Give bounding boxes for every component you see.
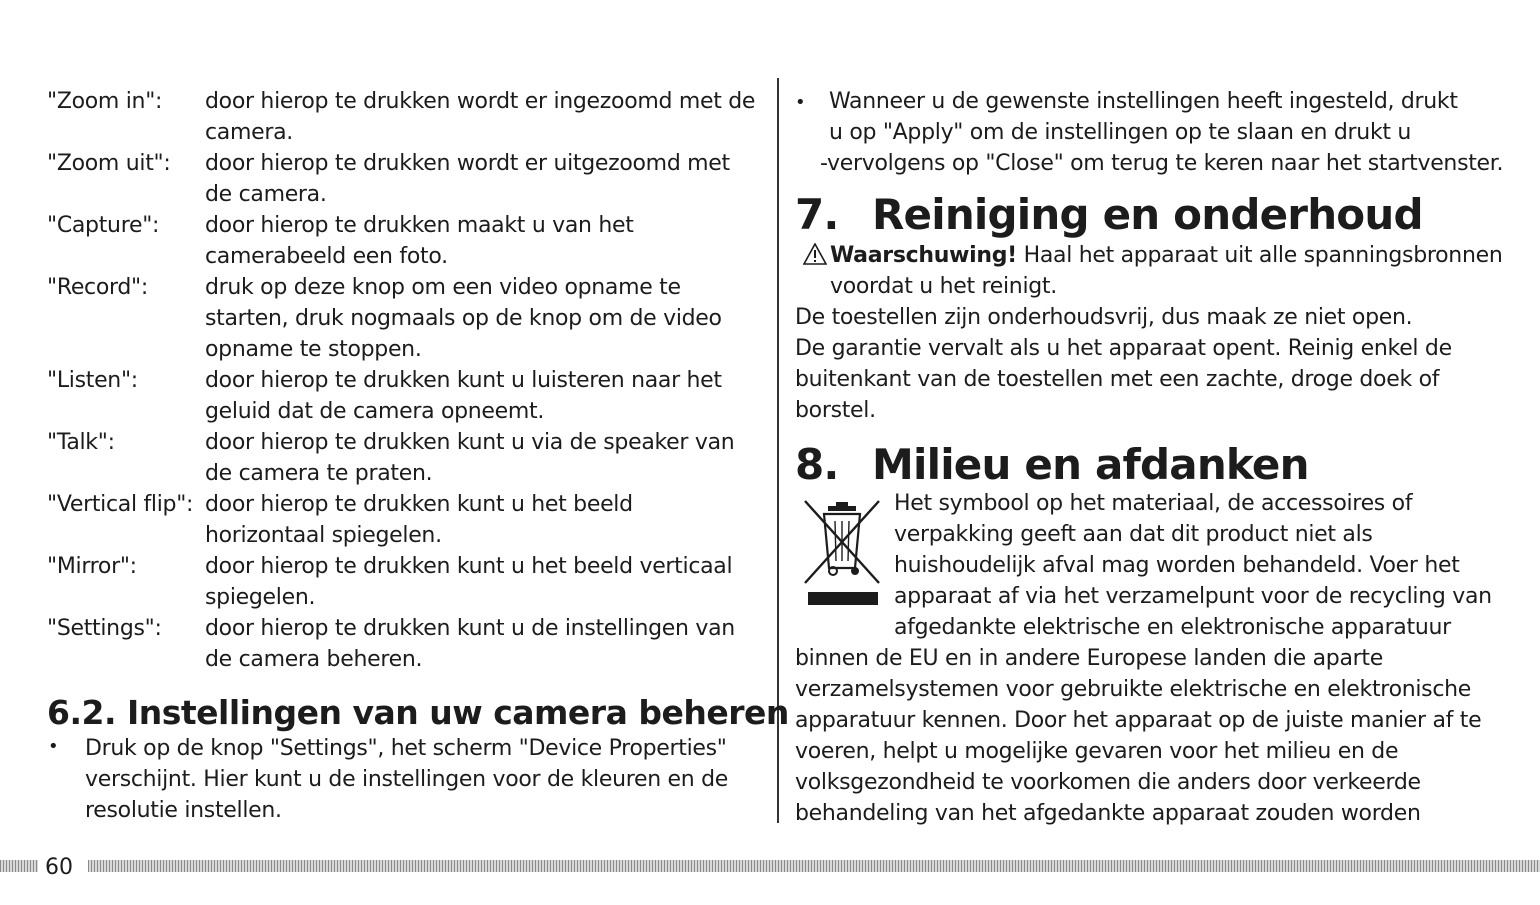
text-line: huishoudelijk afval mag worden behandeld. Voer het: [894, 553, 1460, 578]
section-8-symbol-text: [894, 488, 1534, 643]
warning-text: [830, 240, 1530, 302]
text-line: behandeling van het afgedankte apparaat zouden worden: [795, 801, 1421, 826]
page-number: 60: [45, 855, 73, 880]
definition-term: "Talk":: [47, 430, 115, 455]
text-line: afgedankte elektrische en elektronische apparatuur: [894, 615, 1451, 640]
text-line: resolutie instellen.: [85, 798, 282, 823]
text-line: door hierop te drukken kunt u luisteren naar het: [205, 368, 722, 393]
text-line: buitenkant van de toestellen met een zachte, droge doek of: [795, 367, 1440, 392]
text-line: De toestellen zijn onderhoudsvrij, dus maak ze niet open.: [795, 305, 1413, 330]
text-line: verzamelsystemen voor gebruikte elektrische en elektronische: [795, 677, 1472, 702]
definition-text: [205, 489, 765, 551]
text-line: camerabeeld een foto.: [205, 244, 448, 269]
text-line: apparatuur kennen. Door het apparaat op de juiste manier af te: [795, 708, 1482, 733]
text-line: starten, druk nogmaals op de knop om de video: [205, 306, 722, 331]
definition-term: "Mirror":: [47, 554, 137, 579]
definition-text: [205, 551, 765, 613]
text-line: de camera te praten.: [205, 461, 433, 486]
definition-term: "Zoom uit":: [47, 151, 171, 176]
warning-message: Haal het apparaat uit alle spanningsbronnen: [1016, 243, 1503, 268]
text-line: horizontaal spiegelen.: [205, 523, 442, 548]
text-line: de camera beheren.: [205, 647, 423, 672]
section-7-heading: [795, 190, 1423, 239]
text-line: u op "Apply" om de instellingen op te slaan en drukt u: [829, 120, 1412, 145]
definition-text: [205, 86, 765, 148]
text-line: geluid dat de camera opneemt.: [205, 399, 545, 424]
text-line: druk op deze knop om een video opname te: [205, 275, 681, 300]
text-line: door hierop te drukken kunt u via de speaker van: [205, 430, 735, 455]
text-line: camera.: [205, 120, 293, 145]
section-8-paragraph: [795, 643, 1535, 829]
definition-text: [205, 210, 765, 272]
definition-term: "Zoom in":: [47, 89, 163, 114]
text-line: volksgezondheid te voorkomen die anders door verkeerde: [795, 770, 1421, 795]
definition-term: "Capture":: [47, 213, 160, 238]
text-line: Druk op de knop "Settings", het scherm "Device Properties": [85, 736, 727, 761]
text-line: verschijnt. Hier kunt u de instellingen voor de kleuren en de: [85, 767, 729, 792]
section-title: Reiniging en onderhoud: [872, 190, 1423, 239]
bullet-dot: •: [795, 92, 806, 113]
section-title: Milieu en afdanken: [872, 440, 1309, 489]
weee-crossed-bin-icon: [800, 493, 884, 611]
warning-label: Waarschuwing!: [830, 243, 1017, 268]
definition-text: [205, 365, 765, 427]
definition-term: "Record":: [47, 275, 148, 300]
definition-text: [205, 272, 765, 365]
text-line: de camera.: [205, 182, 327, 207]
text-line: voeren, helpt u mogelijke gevaren voor het milieu en de: [795, 739, 1399, 764]
warning-triangle-icon: [803, 243, 827, 265]
section-6-2-bullet: [85, 733, 765, 826]
apply-close-bullet: [820, 86, 1519, 179]
section-6-2-heading: 6.2. Instellingen van uw camera beheren: [47, 693, 789, 732]
definition-term: "Settings":: [47, 616, 162, 641]
text-line: borstel.: [795, 398, 876, 423]
text-line: apparaat af via het verzamelpunt voor de recycling van: [894, 584, 1492, 609]
text-line: binnen de EU en in andere Europese landen die aparte: [795, 646, 1383, 671]
text-line: door hierop te drukken kunt u het beeld: [205, 492, 633, 517]
definition-text: [205, 613, 765, 675]
text-line: Het symbool op het materiaal, de accessoires of: [894, 491, 1413, 516]
text-line: verpakking geeft aan dat dit product niet als: [894, 522, 1373, 547]
text-line: opname te stoppen.: [205, 337, 422, 362]
footer-bar: [0, 860, 38, 872]
text-line: door hierop te drukken wordt er uitgezoomd met: [205, 151, 730, 176]
section-number: 8.: [795, 440, 839, 489]
footer-bar: [88, 860, 1540, 872]
definition-text: [205, 148, 765, 210]
text-line: De garantie vervalt als u het apparaat opent. Reinig enkel de: [795, 336, 1452, 361]
bullet-dot: •: [48, 736, 59, 757]
text-line: Wanneer u de gewenste instellingen heeft ingesteld, drukt: [829, 89, 1458, 114]
text-line: voordat u het reinigt.: [830, 274, 1057, 299]
section-number: 7.: [795, 190, 839, 239]
definition-term: "Vertical flip":: [47, 492, 194, 517]
section-7-paragraph: [795, 302, 1515, 426]
definition-term: "Listen":: [47, 368, 138, 393]
definition-text: [205, 427, 765, 489]
text-line: spiegelen.: [205, 585, 316, 610]
section-8-heading: [795, 440, 1309, 489]
text-line: -vervolgens op "Close" om terug te keren naar het startvenster.: [820, 151, 1504, 176]
text-line: door hierop te drukken kunt u het beeld verticaal: [205, 554, 733, 579]
text-line: door hierop te drukken maakt u van het: [205, 213, 634, 238]
text-line: door hierop te drukken wordt er ingezoomd met de: [205, 89, 756, 114]
text-line: door hierop te drukken kunt u de instellingen van: [205, 616, 735, 641]
